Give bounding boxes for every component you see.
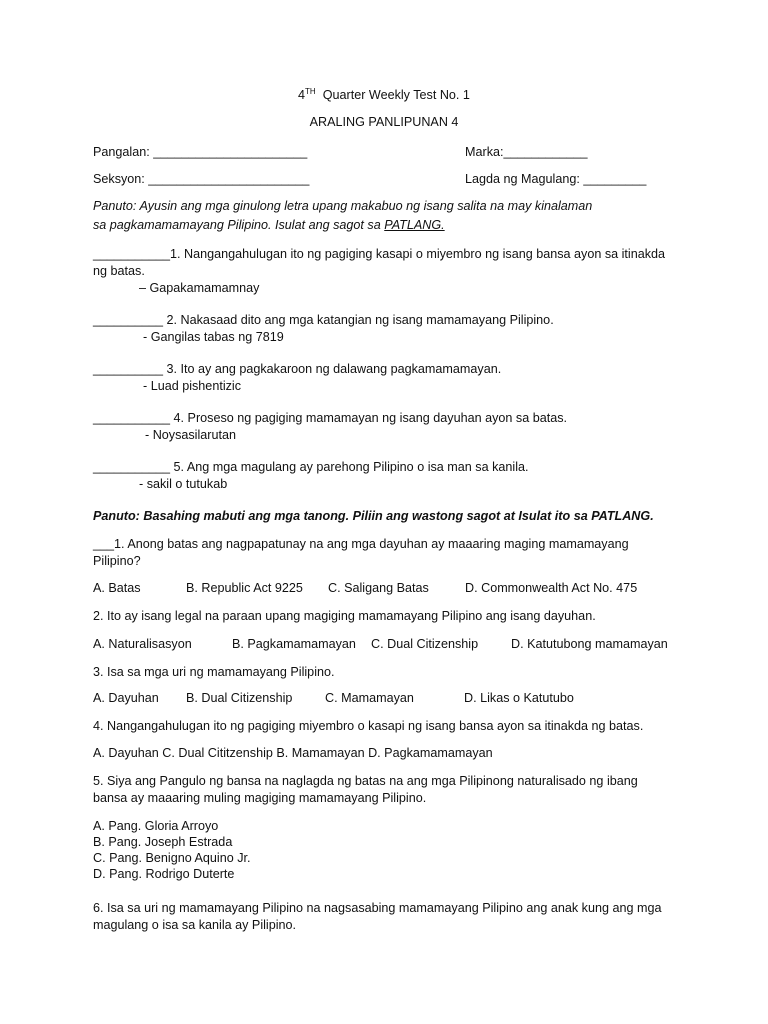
question-2: 2. Ito ay isang legal na paraan upang magiging mamamayang Pilipino ang isang dayuhan. <box>93 609 596 623</box>
part1-item-1[interactable]: ___________1. Nangangahulugan ito ng pagiging kasapi o miyembro ng isang bansa ayon sa itinakda <box>93 247 666 261</box>
question-3-choices <box>93 690 733 707</box>
question-6: 6. Isa sa uri ng mamamayang Pilipino na nagsasabing mamamayang Pilipino ang anak kung ang mga <box>93 901 662 915</box>
question-5-cont: bansa ay maaaring muling magiging mamamayang Pilipino. <box>93 791 427 805</box>
choice-option[interactable]: B. Pang. Joseph Estrada <box>93 835 233 849</box>
question-4: 4. Nangangahulugan ito ng pagiging miyembro o kasapi ng isang bansa ayon sa itinakda ng batas. <box>93 719 644 733</box>
patlang-emphasis: PATLANG. <box>384 218 445 232</box>
test-title <box>0 87 768 104</box>
question-6-cont: magulang o isa sa kanila ay Pilipino. <box>93 918 297 932</box>
question-4-choices[interactable]: A. Dayuhan C. Dual Cititzenship B. Mamamayan D. Pagkamamamayan <box>93 746 493 760</box>
question-2-choices <box>93 636 733 653</box>
choice-option[interactable]: D. Katutubong mamamayan <box>511 637 668 651</box>
part1-item-3-hint: - Luad pishentizic <box>143 379 242 393</box>
part1-item-2[interactable]: __________ 2. Nakasaad dito ang mga katangian ng isang mamamayang Pilipino. <box>93 313 554 327</box>
choice-option[interactable]: A. Dayuhan <box>93 691 159 705</box>
marka-field[interactable]: Marka:____________ <box>465 145 588 159</box>
quarter-superscript: TH <box>305 86 316 96</box>
part1-item-1-cont: ng batas. <box>93 264 145 278</box>
choice-option[interactable]: A. Pang. Gloria Arroyo <box>93 819 219 833</box>
part1-instruction-line1: Panuto: Ayusin ang mga ginulong letra upang makabuo ng isang salita na may kinalaman <box>93 199 593 213</box>
question-3: 3. Isa sa mga uri ng mamamayang Pilipino. <box>93 665 335 679</box>
choice-option[interactable]: B. Republic Act 9225 <box>186 581 303 595</box>
part1-item-4-hint: - Noysasilarutan <box>145 428 236 442</box>
choice-option[interactable]: D. Pang. Rodrigo Duterte <box>93 867 235 881</box>
choice-option[interactable]: D. Likas o Katutubo <box>464 691 574 705</box>
part1-instruction-line2 <box>93 217 445 234</box>
part1-item-3[interactable]: __________ 3. Ito ay ang pagkakaroon ng dalawang pagkamamamayan. <box>93 362 502 376</box>
choice-option[interactable]: A. Batas <box>93 581 141 595</box>
seksyon-field[interactable]: Seksyon: _______________________ <box>93 172 310 186</box>
choice-option[interactable]: D. Commonwealth Act No. 475 <box>465 581 638 595</box>
choice-option[interactable]: C. Pang. Benigno Aquino Jr. <box>93 851 251 865</box>
lagda-field[interactable]: Lagda ng Magulang: _________ <box>465 172 647 186</box>
choice-option[interactable]: A. Naturalisasyon <box>93 637 192 651</box>
part1-item-2-hint: - Gangilas tabas ng 7819 <box>143 330 284 344</box>
choice-option[interactable]: B. Pagkamamamayan <box>232 637 356 651</box>
subject-title: ARALING PANLIPUNAN 4 <box>309 115 459 129</box>
question-1-cont: Pilipino? <box>93 554 141 568</box>
part1-item-5-hint: - sakil o tutukab <box>139 477 228 491</box>
part1-item-5[interactable]: ___________ 5. Ang mga magulang ay parehong Pilipino o isa man sa kanila. <box>93 460 529 474</box>
question-1-choices <box>93 580 733 597</box>
part1-instruction-text: sa pagkamamamayang Pilipino. Isulat ang sagot sa <box>93 218 385 232</box>
choice-option[interactable]: C. Mamamayan <box>325 691 414 705</box>
part1-item-1-hint: – Gapakamamamnay <box>139 281 260 295</box>
quarter-number: 4 <box>298 88 306 102</box>
part2-instruction: Panuto: Basahing mabuti ang mga tanong. Piliin ang wastong sagot at Isulat ito sa PATLANG. <box>93 509 654 523</box>
choice-option[interactable]: C. Dual Citizenship <box>371 637 479 651</box>
pangalan-field[interactable]: Pangalan: ______________________ <box>93 145 308 159</box>
test-title-text: Quarter Weekly Test No. 1 <box>322 88 470 102</box>
choice-option[interactable]: C. Saligang Batas <box>328 581 429 595</box>
part1-item-4[interactable]: ___________ 4. Proseso ng pagiging mamamayan ng isang dayuhan ayon sa batas. <box>93 411 568 425</box>
question-5: 5. Siya ang Pangulo ng bansa na naglagda ng batas na ang mga Pilipinong naturalisado ng ibang <box>93 774 638 788</box>
choice-option[interactable]: B. Dual Citizenship <box>186 691 293 705</box>
question-1[interactable]: ___1. Anong batas ang nagpapatunay na ang mga dayuhan ay maaaring maging mamamayang <box>93 537 629 551</box>
